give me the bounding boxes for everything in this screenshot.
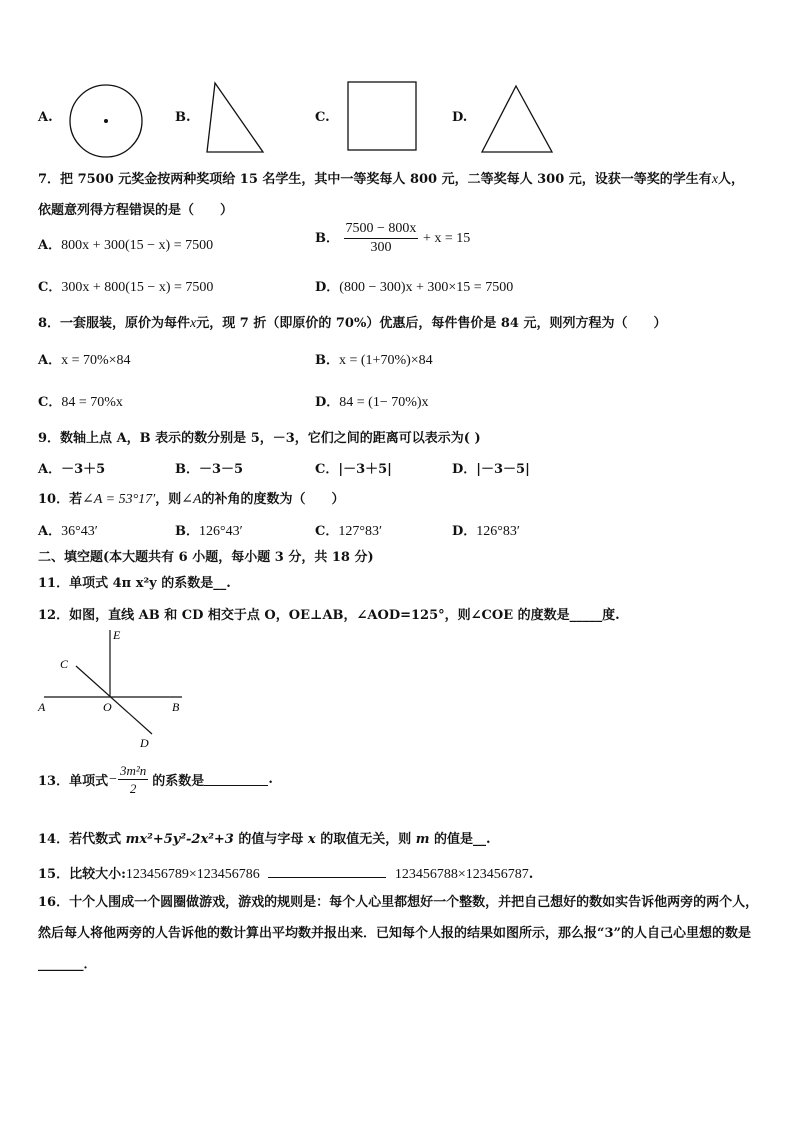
- option-c-label: C.: [315, 110, 330, 125]
- q13-stem: 13．单项式 − $\frac{\text{3m²n}}{2}$ 的系数是 .: [38, 763, 273, 796]
- option-d-label: D.: [452, 110, 468, 125]
- q8-stem: 8．一套服装，原价为每件x元，现 7 折（即原价的 70%）优惠后，每件售价是 84 元，则列方程为（ ）: [38, 316, 667, 331]
- label-d: D: [140, 736, 149, 750]
- q15-stem: 15．比较大小:123456789×123456786 123456788×123456787.: [38, 867, 534, 882]
- option-a-label: A.: [38, 110, 53, 125]
- q9-option-c: C．|－3＋5|: [315, 462, 392, 477]
- q16-stem: 16．十个人围成一个圆圈做游戏，游戏的规则是：每个人心里都想好一个整数，并把自己想好的数如实告诉他两旁的两个人，然后每人将他两旁的人告诉他的数计算出平均数并报出来．已知每个人报的结果如图所示，那么报“3”的人自己心里想的数是_______．: [38, 895, 759, 972]
- label-b: B: [172, 700, 180, 714]
- option-b-label: B.: [175, 110, 191, 125]
- section-heading: 二、填空题(本大题共有 6 小题，每小题 3 分，共 18 分): [38, 550, 374, 565]
- square-figure: [346, 80, 420, 154]
- q8-option-d: D．84 = (1− 70%)x: [315, 395, 429, 410]
- q7-option-a: A．800x + 300(15 − x) = 7500: [38, 238, 214, 253]
- label-e: E: [113, 628, 121, 642]
- q7-option-b: B． $\frac{7500 - 800x}{300}$ + x = 15: [315, 221, 471, 255]
- q13-answer-blank[interactable]: [204, 773, 268, 786]
- q7-option-d: D．(800 − 300)x + 300×15 = 7500: [315, 280, 514, 295]
- q7-stem-line2: 依题意列得方程错误的是（ ）: [38, 203, 234, 218]
- q12-geometry-figure: [34, 626, 194, 752]
- q7-option-b-fraction: $\frac{7500 - 800x}{300}$: [345, 221, 417, 255]
- label-o: O: [103, 700, 112, 714]
- q14-stem: 14．若代数式 mx²+5y²-2x²+3 的值与字母 x 的取值无关，则 m 的值是__.: [38, 832, 491, 847]
- q9-stem: 9．数轴上点 A，B 表示的数分别是 5，－3，它们之间的距离可以表示为( ): [38, 431, 481, 446]
- label-c: C: [60, 657, 69, 671]
- q8-option-a: A．x = 70%×84: [38, 353, 131, 368]
- q15-answer-blank[interactable]: [268, 865, 386, 878]
- q10-option-b: B．126°43′: [175, 524, 243, 539]
- q9-option-a: A．－3＋5: [38, 462, 106, 477]
- q7-stem-line1: 7．把 7500 元奖金按两种奖项给 15 名学生，其中一等奖每人 800 元，二等奖每人 300 元，设获一等奖的学生有x人，: [38, 172, 745, 187]
- q8-option-b: B．x = (1+70%)×84: [315, 353, 433, 368]
- q13-fraction: $\frac{\text{3m²n}}{2}$: [120, 763, 147, 796]
- isosceles-triangle-figure: [480, 82, 560, 156]
- q7-option-c: C．300x + 800(15 − x) = 7500: [38, 280, 214, 295]
- q12-stem: 12．如图，直线 AB 和 CD 相交于点 O，OE⊥AB，∠AOD=125°，则∠COE 的度数是_____度.: [38, 608, 620, 623]
- right-triangle-figure: [195, 80, 270, 156]
- circle-figure: [68, 84, 148, 158]
- q8-option-c: C．84 = 70%x: [38, 395, 123, 410]
- q10-option-a: A．36°43′: [38, 524, 98, 539]
- q10-option-d: D．126°83′: [452, 524, 520, 539]
- q9-option-b: B．－3－5: [175, 462, 244, 477]
- label-a: A: [38, 700, 46, 714]
- q9-option-d: D．|－3－5|: [452, 462, 530, 477]
- q11-stem: 11．单项式 4π x²y 的系数是__.: [38, 576, 231, 591]
- q10-option-c: C．127°83′: [315, 524, 383, 539]
- q10-stem: 10．若∠A = 53°17′，则∠A的补角的度数为（ ）: [38, 492, 345, 507]
